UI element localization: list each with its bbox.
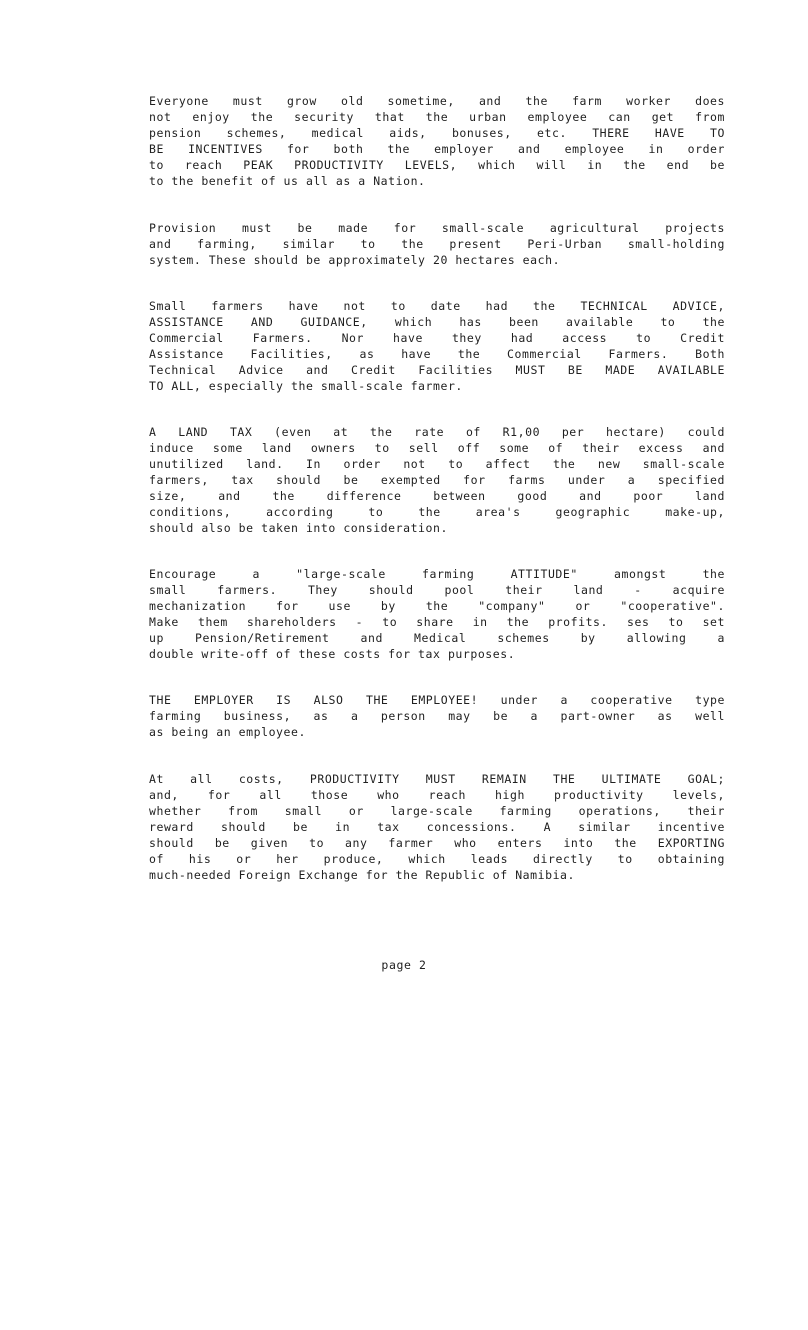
- text-line: TO ALL, especially the small-scale farmer.: [149, 379, 463, 393]
- text-line: small farmers. They should pool their land - acquire: [149, 583, 725, 597]
- text-line: reward should be in tax concessions. A similar incentive: [149, 820, 725, 834]
- text-line: to reach PEAK PRODUCTIVITY LEVELS, which will in the end be: [149, 158, 725, 172]
- text-line: and farming, similar to the present Peri-Urban small-holding: [149, 237, 725, 251]
- text-line: Commercial Farmers. Nor have they had access to Credit: [149, 331, 725, 345]
- text-line: to the benefit of us all as a Nation.: [149, 174, 426, 188]
- page-number: page 2: [381, 958, 427, 972]
- paragraph-land-tax: [149, 424, 725, 536]
- text-line: as being an employee.: [149, 725, 306, 739]
- text-line: Assistance Facilities, as have the Commercial Farmers. Both: [149, 347, 725, 361]
- text-line: Small farmers have not to date had the TECHNICAL ADVICE,: [149, 299, 725, 313]
- text-line: BE INCENTIVES for both the employer and employee in order: [149, 142, 725, 156]
- text-line: up Pension/Retirement and Medical schemes by allowing a: [149, 631, 725, 645]
- text-line: system. These should be approximately 20 hectares each.: [149, 253, 561, 267]
- text-line: double write-off of these costs for tax purposes.: [149, 647, 516, 661]
- paragraph-technical-advice: [149, 298, 725, 394]
- text-line: A LAND TAX (even at the rate of R1,00 per hectare) could: [149, 425, 725, 439]
- paragraph-small-scale-projects: [149, 220, 725, 268]
- paragraph-farming-attitude: [149, 566, 725, 662]
- text-line: At all costs, PRODUCTIVITY MUST REMAIN THE ULTIMATE GOAL;: [149, 772, 725, 786]
- text-line: Everyone must grow old sometime, and the farm worker does: [149, 94, 725, 108]
- text-line: and, for all those who reach high productivity levels,: [149, 788, 725, 802]
- text-line: induce some land owners to sell off some of their excess and: [149, 441, 725, 455]
- text-line: THE EMPLOYER IS ALSO THE EMPLOYEE! under a cooperative type: [149, 693, 725, 707]
- text-line: Make them shareholders - to share in the profits. ses to set: [149, 615, 725, 629]
- text-line: farming business, as a person may be a part-owner as well: [149, 709, 725, 723]
- text-line: pension schemes, medical aids, bonuses, etc. THERE HAVE TO: [149, 126, 725, 140]
- text-line: unutilized land. In order not to affect the new small-scale: [149, 457, 725, 471]
- text-line: should also be taken into consideration.: [149, 521, 448, 535]
- paragraph-employer-employee: [149, 692, 725, 740]
- paragraph-retirement-incentives: [149, 93, 725, 189]
- text-line: mechanization for use by the "company" or "cooperative".: [149, 599, 725, 613]
- text-line: of his or her produce, which leads directly to obtaining: [149, 852, 725, 866]
- paragraph-productivity-goal: [149, 771, 725, 883]
- text-line: ASSISTANCE AND GUIDANCE, which has been available to the: [149, 315, 725, 329]
- text-line: much-needed Foreign Exchange for the Republic of Namibia.: [149, 868, 575, 882]
- text-line: size, and the difference between good and poor land: [149, 489, 725, 503]
- text-line: Provision must be made for small-scale agricultural projects: [149, 221, 725, 235]
- text-line: conditions, according to the area's geographic make-up,: [149, 505, 725, 519]
- text-line: whether from small or large-scale farming operations, their: [149, 804, 725, 818]
- text-line: should be given to any farmer who enters into the EXPORTING: [149, 836, 725, 850]
- text-line: farmers, tax should be exempted for farms under a specified: [149, 473, 725, 487]
- text-line: Encourage a "large-scale farming ATTITUDE" amongst the: [149, 567, 725, 581]
- text-line: Technical Advice and Credit Facilities MUST BE MADE AVAILABLE: [149, 363, 725, 377]
- text-line: not enjoy the security that the urban employee can get from: [149, 110, 725, 124]
